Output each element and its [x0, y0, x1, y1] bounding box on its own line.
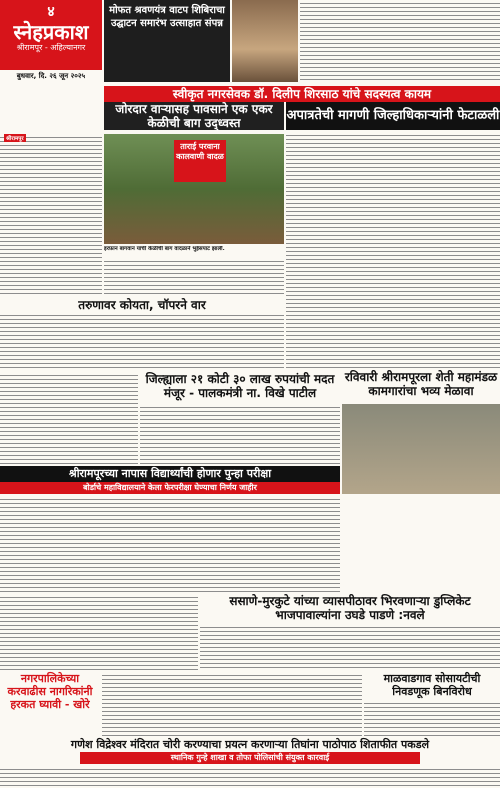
municipal-headline: नगरपालिकेच्या करवाढीस नागरिकांनी हरकत घ्यावी - खोरे [7, 672, 93, 711]
issue-number: ४ [47, 4, 55, 20]
place-tag: श्रीरामपूर [6, 136, 24, 142]
center-right-text [286, 132, 500, 368]
duplicate-left-text [0, 594, 198, 670]
top-news-text [300, 0, 500, 82]
mid-black-headline: श्रीरामपूरच्या नापास विद्यार्थ्यांची होणार पुन्हा परीक्षा [0, 466, 340, 482]
left-top-headline: जोरदार वाऱ्यासह पावसाने एक एकर केळीची बाग उद्ध्वस्त [104, 102, 284, 130]
masthead [0, 0, 500, 132]
brand-subtitle: श्रीरामपूर - अहिल्यानगर [16, 43, 86, 52]
temple-headline: गणेश विद्रेश्वर मंदिरात चोरी करण्याचा प्रयत्न करणाऱ्या तिघांना पाठोपाठ शिताफीत पकडले [70, 738, 430, 751]
fund-text-left [0, 372, 138, 464]
exam-text [0, 496, 340, 592]
municipal-text [102, 672, 362, 736]
fund-text [140, 404, 340, 464]
banner-headline: स्वीकृत नगरसेवक डॉ. दिलीप शिरसाठ यांचे सदस्यत्व कायम [104, 86, 500, 102]
society-text [364, 700, 500, 736]
duplicate-text [200, 624, 500, 670]
brand-title: स्नेहप्रकाश [13, 20, 89, 44]
sunday-headline: रविवारी श्रीरामपूरला शेती महामंडळ कामगारांचा भव्य मेळावा [344, 370, 498, 398]
banana-caption: इरफ़ान बागवान यांची केळीची बाग वादळाने भुईसपाट झाली. [104, 246, 225, 252]
article-attack-text [0, 312, 284, 368]
subbanner-headline: अपात्रतेची मागणी जिल्हाधिकाऱ्यांनी फेटाळली [286, 102, 500, 130]
fund-headline: जिल्ह्याला २१ कोटी ३० लाख रुपयांची मदत मंजूर - पालकमंत्री ना. विखे पाटील [145, 372, 335, 400]
sunday-photo [342, 404, 500, 494]
left-mid-headline: तरुणावर कोयता, चॉपरने वार [78, 298, 206, 312]
dateline: बुधवार, दि. २६ जून २०२५ [16, 72, 86, 80]
promo-photo [232, 0, 298, 82]
side-box: ताराई परवाना कालवाणी वादळ [174, 140, 226, 182]
brand-logo [0, 0, 102, 70]
article-banana-text [0, 134, 102, 294]
promo-headline: मोफत श्रवणयंत्र वाटप शिबिराचा उद्घाटन समारंभ उत्साहात संपन्न [104, 0, 230, 82]
duplicate-headline: ससाणे-मुरकुटे यांच्या व्यासपीठावर भिरवणाऱ्या डुप्लिकेट भाजपावाल्यांना उघडे पाडणे :नवले [229, 594, 471, 622]
banana-body [104, 258, 284, 294]
mid-sub-headline: बोर्डाचे महाविद्यालयाने केला फेरपरीक्षा घेण्याचा निर्णय जाहीर [0, 482, 340, 494]
society-headline: माळवाडगाव सोसायटीची निवडणूक बिनविरोध [383, 672, 481, 698]
temple-subheadline: स्थानिक गुन्हे शाखा व तोफा पोलिसांची संयुक्त कारवाई [80, 752, 420, 764]
temple-text [0, 766, 500, 788]
